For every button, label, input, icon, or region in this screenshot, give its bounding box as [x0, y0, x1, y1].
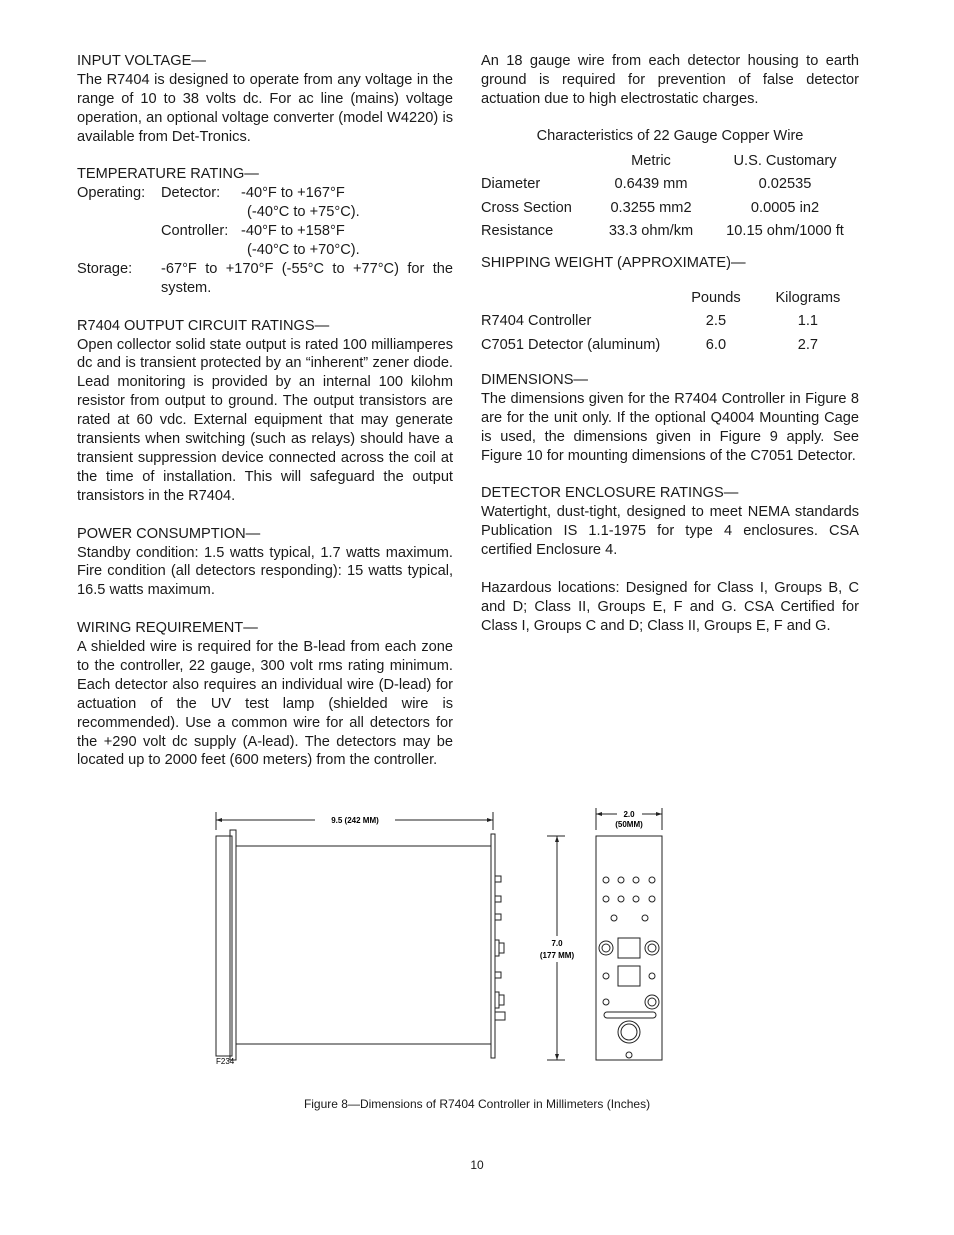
detector-range-f: -40°F to +167°F	[241, 185, 345, 202]
wire-table	[481, 150, 859, 244]
section-heading: POWER CONSUMPTION—	[77, 525, 261, 542]
section-heading: INPUT VOLTAGE—	[77, 53, 206, 69]
controller-dimension-drawing	[205, 800, 675, 1080]
front-width-label: 2.0	[623, 810, 635, 819]
detector-range-c: (-40°C to +75°C).	[247, 204, 360, 221]
figure-caption: Figure 8—Dimensions of R7404 Controller in Millimeters (Inches)	[303, 1097, 651, 1111]
output-ratings-section	[77, 317, 453, 506]
operating-label: Operating:	[77, 185, 146, 202]
enclosure-section	[481, 484, 859, 560]
section-text: The R7404 is designed to operate from any voltage in the range of 10 to 38 volts dc. For ac line (mains) voltage operation, an optional voltage converter (model W4220) is available from Det-Tronics.	[77, 71, 453, 145]
section-text: Standby condition: 1.5 watts typical, 1.7 watts maximum. Fire condition (all detectors responding): 15 watts typical, 16.5 watts maximum.	[77, 544, 453, 599]
figure-id: F234	[216, 1057, 235, 1066]
section-text: Open collector solid state output is rated 100 milliamperes dc and is transient protected by an “inherent” zener diode. Lead monitoring is provided by an internal 100 kilohm resistor from output to ground. The output transistors are rated at 60 vdc. External equipment that may generate transients when switching (such as relays) should have a transient suppression device connected across the coil at the time of installation. This will safeguard the output transistors in the R7404.	[77, 336, 453, 504]
power-section	[77, 525, 453, 601]
section-heading: DETECTOR ENCLOSURE RATINGS—	[481, 485, 739, 502]
table-header-row: Pounds Kilograms	[691, 289, 841, 306]
detector-label: Detector:	[161, 185, 221, 202]
dimensions-section	[481, 371, 859, 466]
front-width-label-mm: (50MM)	[615, 820, 643, 829]
table-header-row: Metric U.S. Customary	[631, 152, 837, 169]
wire-table-caption: Characteristics of 22 Gauge Copper Wire	[536, 127, 804, 144]
ground-wire-text: An 18 gauge wire from each detector housing to earth ground is required for prevention of false detector actuation due to high electrostatic charges.	[481, 53, 859, 107]
shipping-table	[481, 287, 859, 358]
height-dimension-label-mm: (177 MM)	[539, 951, 575, 960]
table-row: R7404 Controller 2.5 1.1	[481, 313, 819, 330]
height-dimension-label: 7.0	[551, 939, 563, 948]
hazardous-text: Hazardous locations: Designed for Class I, Groups B, C and D; Class II, Groups E, F and G. CSA Certified for Class I, Groups C and D; Class II, Groups E, F and G.	[481, 579, 859, 634]
controller-range-c: (-40°C to +70°C).	[247, 242, 360, 259]
temperature-section	[77, 165, 453, 297]
table-row: C7051 Detector (aluminum) 6.0 2.7	[481, 336, 819, 353]
section-heading: DIMENSIONS—	[481, 372, 589, 389]
table-row: Diameter 0.6439 mm 0.02535	[481, 176, 812, 193]
controller-range-f: -40°F to +158°F	[241, 223, 345, 240]
table-row: Cross Section 0.3255 mm2 0.0005 in2	[481, 199, 820, 216]
page-number: 10	[470, 1158, 484, 1172]
section-heading: TEMPERATURE RATING—	[77, 166, 259, 183]
section-text: A shielded wire is required for the B-lead from each zone to the controller, 22 gauge, 300 volt rms rating minimum. Each detector also requires an individual wire (D-lead) for actuation of the UV test lamp (shielded wire is recommended). Use a common wire for all detectors for the +290 volt dc supply (A-lead). The detectors may be located up to 2000 feet (600 meters) from the controller.	[77, 639, 453, 769]
front-view-panel	[596, 836, 662, 1060]
section-text: The dimensions given for the R7404 Controller in Figure 8 are for the unit only. If the optional Q4004 Mounting Cage is used, the dimensions given in Figure 9 apply. See Figure 10 for mounting dimensions of the C7051 Detector.	[481, 390, 859, 464]
side-view-body	[236, 846, 491, 1044]
storage-text: -67°F to +170°F (-55°C to +77°C) for the system.	[161, 260, 453, 296]
right-column	[481, 52, 859, 636]
wiring-section	[77, 619, 453, 770]
section-heading: SHIPPING WEIGHT (APPROXIMATE)—	[481, 254, 746, 271]
input-voltage-section	[77, 52, 453, 147]
section-heading: R7404 OUTPUT CIRCUIT RATINGS—	[77, 317, 330, 334]
section-text: Watertight, dust-tight, designed to meet NEMA standards Publication IS 1.1-1975 for type 4 enclosures. CSA certified Enclosure 4.	[481, 504, 859, 559]
side-view-front-panel	[491, 834, 495, 1058]
left-column	[77, 52, 453, 789]
section-heading: WIRING REQUIREMENT—	[77, 620, 258, 637]
table-row: Resistance 33.3 ohm/km 10.15 ohm/1000 ft	[481, 223, 844, 240]
storage-label: Storage:	[77, 260, 133, 277]
width-dimension-label: 9.5 (242 MM)	[331, 816, 379, 825]
controller-label: Controller:	[161, 223, 229, 240]
